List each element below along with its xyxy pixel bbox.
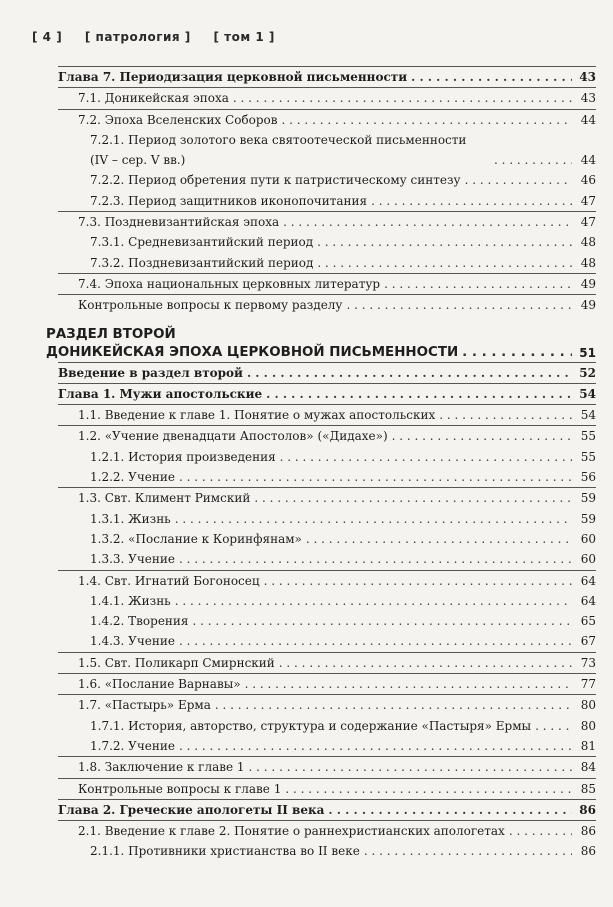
leader-dots	[306, 529, 572, 549]
toc-page-number: 67	[580, 634, 596, 649]
toc-entry[interactable]	[58, 673, 596, 694]
toc-entry-title: 2.1. Введение к главе 2. Понятие о раннехристианских апологетах	[78, 824, 505, 839]
toc-entry[interactable]	[58, 778, 596, 799]
leader-dots	[254, 488, 572, 508]
toc-entry[interactable]	[58, 294, 596, 315]
toc-page-number: 47	[580, 215, 596, 230]
toc-page-number: 60	[580, 552, 596, 567]
toc-entry-title	[90, 130, 490, 171]
toc-page-number: 86	[580, 824, 596, 839]
toc-entry[interactable]	[58, 467, 596, 487]
leader-dots	[282, 110, 572, 130]
leader-dots	[328, 800, 572, 820]
toc-page-number: 54	[579, 386, 596, 401]
part-title-line2: ДОНИКЕЙСКАЯ ЭПОХА ЦЕРКОВНОЙ ПИСЬМЕННОСТИ	[46, 344, 459, 360]
leader-dots	[179, 736, 572, 756]
toc-entry[interactable]	[58, 591, 596, 611]
leader-dots	[347, 295, 573, 315]
toc-page-number: 65	[580, 614, 596, 629]
toc-entry[interactable]	[58, 253, 596, 273]
toc-entry-title: Глава 2. Греческие апологеты II века	[58, 802, 325, 817]
toc-page-number: 86	[579, 802, 596, 817]
toc-entry-title: Контрольные вопросы к первому разделу	[78, 298, 343, 313]
toc-page-number: 48	[580, 255, 596, 270]
toc-page-number: 64	[580, 573, 596, 588]
toc-page-number: 44	[580, 153, 596, 168]
leader-dots	[283, 212, 572, 232]
toc-entry[interactable]	[58, 170, 596, 190]
toc-entry[interactable]	[58, 549, 596, 569]
toc-entry-title: 1.4.3. Учение	[90, 634, 175, 649]
toc-page-number: 48	[580, 235, 596, 250]
toc-page-number: 77	[580, 677, 596, 692]
table-of-contents	[46, 66, 596, 862]
toc-entry[interactable]	[58, 66, 596, 87]
leader-dots	[233, 88, 572, 108]
leader-dots	[179, 631, 572, 651]
toc-page-number: 60	[580, 531, 596, 546]
part-heading	[46, 326, 596, 362]
toc-entry-title-line1: 7.2.1. Период золотого века святоотеческой письменности	[90, 132, 467, 147]
toc-entry-title: 1.2. «Учение двенадцати Апостолов» («Дидахе»)	[78, 429, 388, 444]
toc-entry-title: 1.7.1. История, авторство, структура и содержание «Пастыря» Ермы	[90, 718, 532, 733]
page-number: [ 4 ]	[32, 30, 63, 44]
part-page-number: 51	[579, 345, 596, 360]
leader-dots	[535, 716, 572, 736]
toc-page-number: 43	[579, 70, 596, 84]
leader-dots	[411, 67, 572, 87]
toc-entry-title: 1.3.2. «Послание к Коринфянам»	[90, 531, 302, 546]
toc-entry[interactable]	[58, 211, 596, 232]
toc-entry[interactable]	[58, 631, 596, 651]
toc-page-number: 52	[579, 365, 596, 380]
volume-label: [ том 1 ]	[213, 30, 275, 44]
leader-dots	[175, 509, 572, 529]
leader-dots	[384, 274, 572, 294]
toc-entry-title: 1.4.1. Жизнь	[90, 593, 171, 608]
toc-entry-title: Введение в раздел второй	[58, 365, 243, 380]
leader-dots	[439, 405, 572, 425]
toc-page-number: 59	[580, 511, 596, 526]
toc-page-number: 56	[580, 470, 596, 485]
toc-entry-title: 7.4. Эпоха национальных церковных литератур	[78, 276, 381, 291]
leader-dots	[179, 549, 572, 569]
toc-page-number: 85	[580, 781, 596, 796]
running-header	[32, 30, 293, 44]
toc-entry-title: 1.2.2. Учение	[90, 470, 175, 485]
toc-entry-title: Контрольные вопросы к главе 1	[78, 781, 282, 796]
toc-entry[interactable]	[58, 694, 596, 715]
toc-entry[interactable]	[58, 425, 596, 446]
toc-entry[interactable]	[58, 109, 596, 130]
toc-entry[interactable]	[58, 611, 596, 631]
toc-page-number: 64	[580, 593, 596, 608]
leader-dots	[175, 591, 572, 611]
leader-dots	[392, 426, 572, 446]
toc-page-number: 80	[580, 718, 596, 733]
toc-page-number: 80	[580, 698, 596, 713]
leader-dots	[317, 253, 572, 273]
toc-entry[interactable]	[58, 383, 596, 404]
toc-entry[interactable]	[58, 509, 596, 529]
leader-dots	[247, 363, 572, 383]
leader-dots	[509, 821, 572, 841]
leader-dots	[317, 232, 572, 252]
toc-entry-title: 1.7. «Пастырь» Ерма	[78, 698, 211, 713]
toc-page-number: 54	[580, 408, 596, 423]
toc-section-2	[58, 362, 596, 862]
toc-entry-title: 1.3. Свт. Климент Римский	[78, 491, 251, 506]
toc-entry-title: 7.3.2. Поздневизантийский период	[90, 255, 314, 270]
toc-page-number: 73	[580, 655, 596, 670]
toc-entry-title: 1.8. Заключение к главе 1	[78, 760, 245, 775]
toc-entry-title: Глава 7. Периодизация церковной письменности	[58, 70, 408, 84]
toc-entry[interactable]	[58, 487, 596, 508]
toc-entry[interactable]	[58, 756, 596, 777]
toc-page-number: 84	[580, 760, 596, 775]
toc-entry-title: 1.7.2. Учение	[90, 738, 175, 753]
leader-dots	[264, 571, 572, 591]
leader-dots	[279, 653, 572, 673]
toc-entry[interactable]	[58, 716, 596, 736]
toc-page-number: 46	[580, 173, 596, 188]
toc-entry[interactable]	[58, 652, 596, 673]
toc-entry[interactable]	[58, 232, 596, 252]
toc-page-number: 49	[580, 276, 596, 291]
toc-page-number: 55	[580, 449, 596, 464]
leader-dots	[215, 695, 572, 715]
series-title: [ патрология ]	[84, 30, 191, 44]
toc-entry-title: 7.1. Доникейская эпоха	[78, 91, 229, 106]
toc-page-number: 47	[580, 193, 596, 208]
toc-entry-title: 7.2.3. Период защитников иконопочитания	[90, 193, 368, 208]
toc-entry-title: 7.3.1. Средневизантийский период	[90, 235, 314, 250]
toc-entry[interactable]	[58, 820, 596, 841]
toc-entry-title: 1.4.2. Творения	[90, 614, 189, 629]
part-title-row[interactable]	[46, 344, 596, 362]
toc-entry-title: 7.3. Поздневизантийская эпоха	[78, 215, 280, 230]
toc-entry[interactable]	[58, 273, 596, 294]
toc-page-number: 81	[580, 738, 596, 753]
toc-page-number: 44	[580, 112, 596, 127]
leader-dots	[266, 384, 572, 404]
leader-dots	[245, 674, 572, 694]
toc-section-1	[58, 66, 596, 316]
toc-entry[interactable]	[58, 570, 596, 591]
toc-entry[interactable]	[58, 799, 596, 820]
toc-page-number: 59	[580, 491, 596, 506]
toc-entry-title-line2: (IV – сер. V вв.)	[90, 153, 186, 168]
leader-dots	[249, 757, 572, 777]
toc-entry[interactable]	[58, 191, 596, 211]
toc-entry-title: 1.2.1. История произведения	[90, 449, 276, 464]
toc-page-number: 55	[580, 429, 596, 444]
toc-entry-title: Глава 1. Мужи апостольские	[58, 386, 263, 401]
leader-dots	[371, 191, 572, 211]
toc-page-number: 86	[580, 844, 596, 859]
leader-dots	[364, 841, 572, 861]
toc-page-number: 43	[580, 91, 596, 106]
part-title-line1: РАЗДЕЛ ВТОРОЙ	[46, 326, 176, 342]
leader-dots	[462, 344, 572, 362]
toc-entry-title: 1.5. Свт. Поликарп Смирнский	[78, 655, 275, 670]
toc-entry-title: 7.2. Эпоха Вселенских Соборов	[78, 112, 278, 127]
leader-dots	[494, 150, 572, 170]
toc-entry[interactable]	[58, 404, 596, 425]
toc-entry[interactable]	[58, 362, 596, 383]
toc-entry-title: 2.1.1. Противники христианства во II веке	[90, 844, 360, 859]
toc-entry[interactable]	[58, 529, 596, 549]
toc-entry-title: 1.3.1. Жизнь	[90, 511, 171, 526]
toc-entry-title: 1.6. «Послание Варнавы»	[78, 677, 241, 692]
leader-dots	[193, 611, 573, 631]
toc-entry[interactable]	[58, 447, 596, 467]
toc-entry-title: 1.1. Введение к главе 1. Понятие о мужах апостольских	[78, 408, 436, 423]
toc-entry-title: 1.3.3. Учение	[90, 552, 175, 567]
leader-dots	[285, 779, 572, 799]
toc-entry[interactable]	[58, 736, 596, 756]
toc-entry[interactable]	[58, 130, 596, 171]
leader-dots	[465, 170, 572, 190]
toc-entry-title: 7.2.2. Период обретения пути к патристическому синтезу	[90, 173, 461, 188]
toc-page-number: 49	[580, 298, 596, 313]
toc-entry[interactable]	[58, 841, 596, 861]
leader-dots	[280, 447, 572, 467]
toc-entry-title: 1.4. Свт. Игнатий Богоносец	[78, 573, 260, 588]
leader-dots	[179, 467, 572, 487]
toc-entry[interactable]	[58, 87, 596, 108]
